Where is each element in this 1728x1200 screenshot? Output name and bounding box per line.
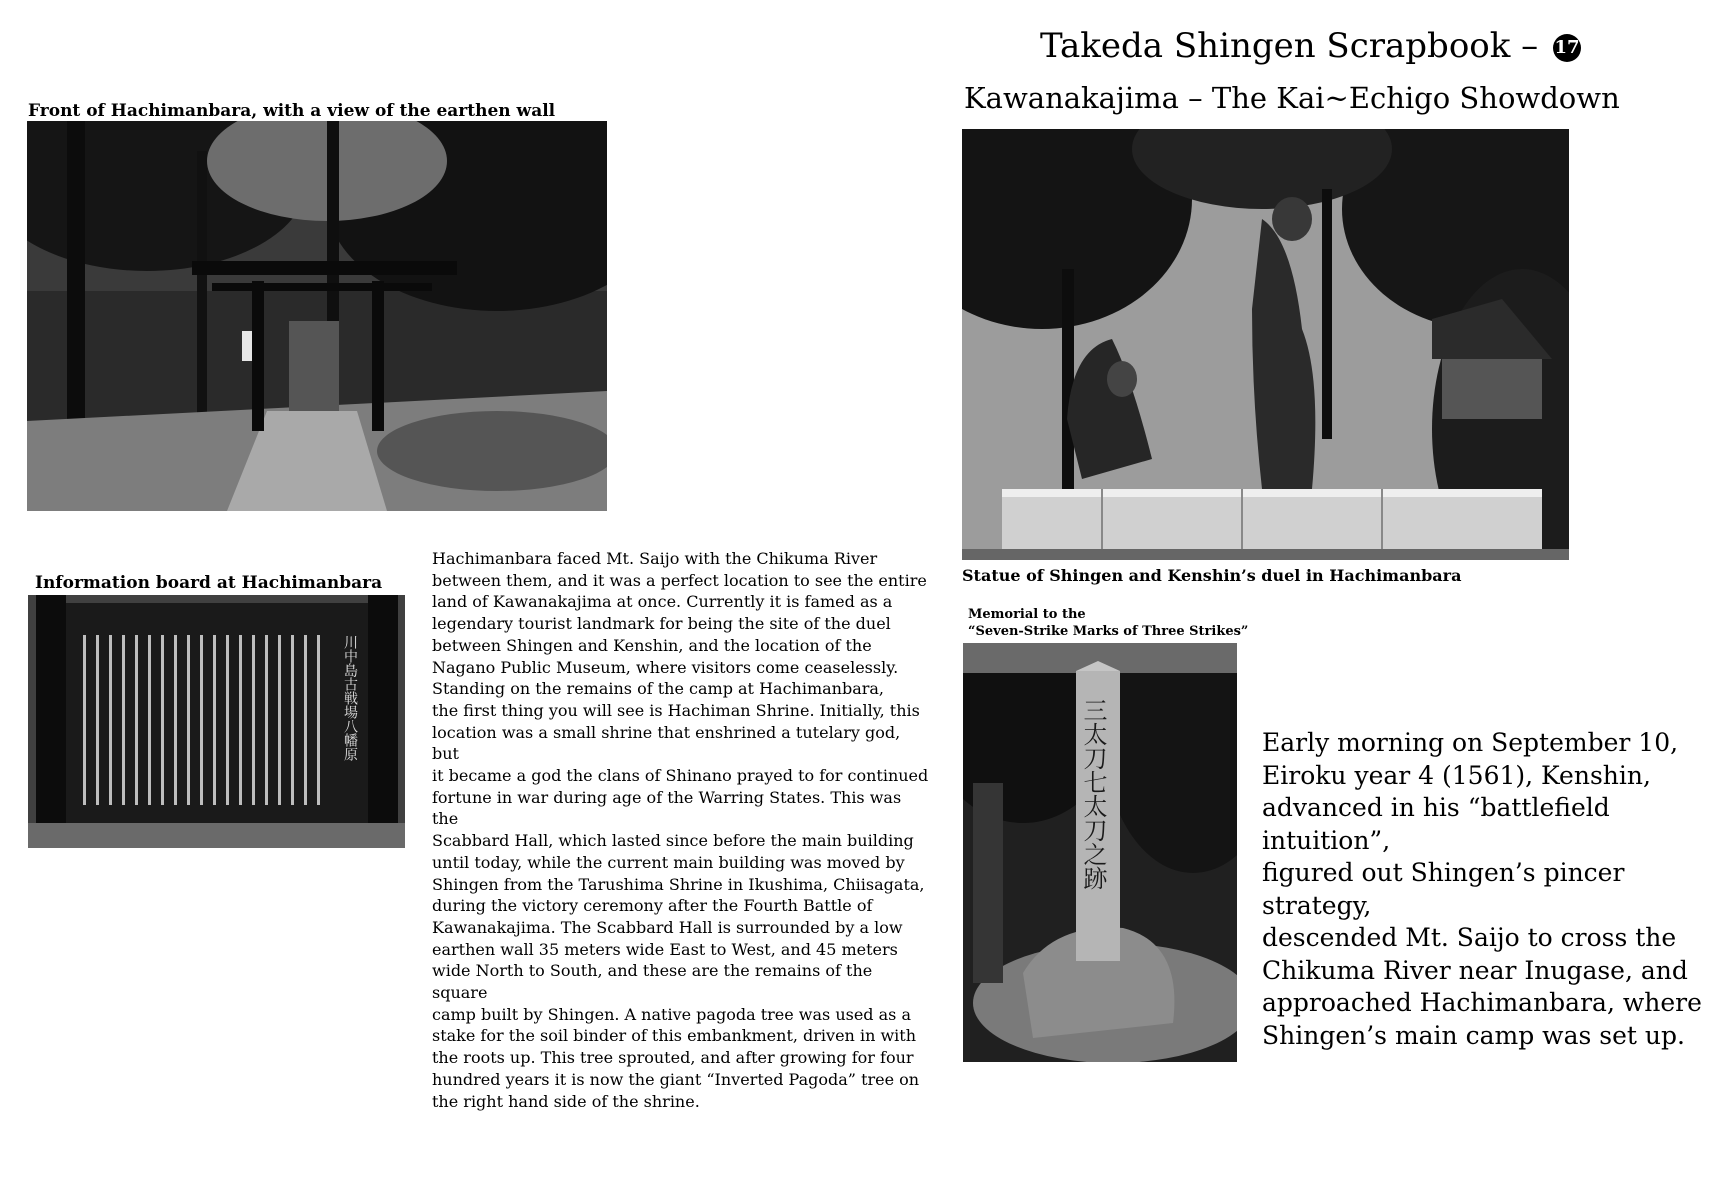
callout-line: descended Mt. Saijo to cross the	[1262, 923, 1677, 952]
statue-caption: Statue of Shingen and Kenshin’s duel in Hachimanbara	[962, 566, 1462, 585]
memorial-caption-line1: Memorial to the	[968, 607, 1086, 622]
callout-line: advanced in his “battlefield intuition”,	[1262, 793, 1610, 855]
body-line: it became a god the clans of Shinano prayed to for continued	[432, 766, 929, 786]
title-text: Takeda Shingen Scrapbook –	[1040, 26, 1539, 66]
info-board-photo	[28, 595, 405, 848]
body-line: Shingen from the Tarushima Shrine in Ikushima, Chiisagata,	[432, 874, 925, 894]
body-line: fortune in war during age of the Warring States. This was the	[432, 787, 902, 829]
body-line: Hachimanbara faced Mt. Saijo with the Chikuma River	[432, 549, 878, 568]
body-line: Standing on the remains of the camp at Hachimanbara,	[432, 679, 885, 699]
chapter-number-badge: 17	[1553, 34, 1581, 62]
body-line: camp built by Shingen. A native pagoda tree was used as a	[432, 1004, 912, 1024]
body-line: between them, and it was a perfect location to see the entire	[432, 570, 927, 590]
body-line: location was a small shrine that enshrined a tutelary god, but	[432, 722, 901, 764]
callout-line: figured out Shingen’s pincer strategy,	[1262, 858, 1625, 920]
body-text	[432, 548, 932, 1112]
callout-line: approached Hachimanbara, where	[1262, 988, 1702, 1017]
front-hachimanbara-caption: Front of Hachimanbara, with a view of the earthen wall	[28, 101, 556, 121]
body-line: between Shingen and Kenshin, and the location of the	[432, 635, 872, 655]
page-subtitle: Kawanakajima – The Kai~Echigo Showdown	[964, 81, 1620, 115]
body-line: legendary tourist landmark for being the site of the duel	[432, 614, 891, 634]
body-line: land of Kawanakajima at once. Currently it is famed as a	[432, 592, 893, 612]
body-line: the roots up. This tree sprouted, and after growing for four	[432, 1048, 914, 1068]
body-line: Kawanakajima. The Scabbard Hall is surrounded by a low	[432, 917, 903, 937]
body-line: Nagano Public Museum, where visitors come ceaselessly.	[432, 657, 899, 677]
body-line: hundred years it is now the giant “Inverted Pagoda” tree on	[432, 1069, 920, 1089]
callout-line: Shingen’s main camp was set up.	[1262, 1020, 1685, 1050]
body-line: until today, while the current main building was moved by	[432, 852, 905, 872]
body-line: wide North to South, and these are the remains of the square	[432, 961, 873, 1003]
callout-line: Eiroku year 4 (1561), Kenshin,	[1262, 760, 1651, 790]
body-line: the right hand side of the shrine.	[432, 1091, 700, 1111]
memorial-caption-line2: “Seven-Strike Marks of Three Strikes”	[968, 624, 1249, 639]
memorial-photo	[963, 643, 1237, 1062]
page-title	[1040, 26, 1581, 66]
memorial-pillar-text: 三太刀七太刀之跡	[1079, 698, 1107, 890]
body-line: during the victory ceremony after the Fourth Battle of	[432, 896, 873, 916]
body-line: the first thing you will see is Hachiman Shrine. Initially, this	[432, 700, 920, 720]
callout-text	[1262, 727, 1722, 1052]
info-board-title: 川中島古戦場八幡原	[342, 635, 358, 761]
body-line: Scabbard Hall, which lasted since before the main building	[432, 831, 914, 851]
callout-line: Chikuma River near Inugase, and	[1262, 955, 1688, 985]
statue-photo	[962, 129, 1569, 560]
body-line: stake for the soil binder of this embankment, driven in with	[432, 1026, 916, 1046]
body-line: earthen wall 35 meters wide East to West, and 45 meters	[432, 939, 898, 959]
memorial-caption	[968, 606, 1248, 640]
callout-line: Early morning on September 10,	[1262, 728, 1679, 757]
info-board-caption: Information board at Hachimanbara	[35, 573, 383, 593]
front-hachimanbara-photo	[27, 121, 607, 511]
